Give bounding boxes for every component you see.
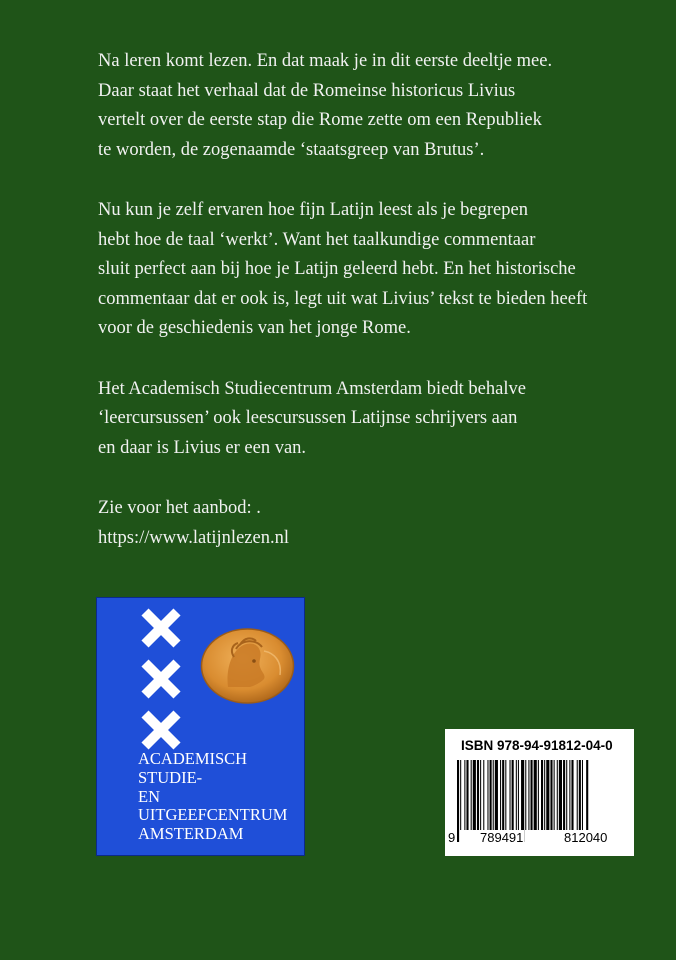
barcode-bar xyxy=(546,760,549,830)
barcode-bar xyxy=(577,760,578,830)
barcode-bar xyxy=(500,760,501,830)
barcode-bar xyxy=(544,760,545,830)
barcode-bar xyxy=(579,760,581,830)
barcode-first-digit: 9 xyxy=(448,830,456,845)
blurb-line: ‘leercursussen’ ook leescursussen Latijnse schrijvers aan xyxy=(98,408,518,428)
barcode-bar xyxy=(554,760,555,830)
blurb-line: te worden, de zogenaamde ‘staatsgreep van Brutus’. xyxy=(98,139,485,160)
barcode-bar xyxy=(528,760,529,830)
publisher-name-line: AMSTERDAM xyxy=(138,824,244,844)
barcode-bar xyxy=(516,760,517,830)
barcode-bar xyxy=(466,760,468,830)
barcode-bar xyxy=(480,760,481,830)
publisher-name-line: ACADEMISCH xyxy=(138,749,248,768)
barcode-bar xyxy=(493,760,494,830)
barcode-bar xyxy=(483,760,484,830)
barcode-bar xyxy=(541,760,543,830)
publisher-name-line: EN xyxy=(138,786,160,806)
barcode-bar xyxy=(460,760,461,830)
blurb-line: Na leren komt lezen. En dat maak je in dit eerste deeltje mee. xyxy=(98,51,553,71)
barcode-bar xyxy=(557,760,558,830)
barcode-bar xyxy=(495,760,498,830)
blurb-line: voor de geschiedenis van het jonge Rome. xyxy=(98,318,411,338)
blurb-paragraph-3 xyxy=(98,375,658,464)
blurb-line: Het Academisch Studiecentrum Amsterdam biedt behalve xyxy=(98,378,526,399)
barcode-bar xyxy=(550,760,552,830)
barcode-bar xyxy=(582,760,583,830)
barcode-bar xyxy=(487,760,488,830)
barcode-bar xyxy=(531,760,533,830)
barcode-bar xyxy=(512,760,514,830)
publisher-logo xyxy=(96,597,305,856)
isbn-barcode xyxy=(445,729,634,856)
blurb-line: Daar staat het verhaal dat de Romeinse historicus Livius xyxy=(98,80,516,101)
blurb-line: Nu kun je zelf ervaren hoe fijn Latijn leest als je begrepen xyxy=(98,200,528,220)
blurb-line: hebt hoe de taal ‘werkt’. Want het taalkundige commentaar xyxy=(98,229,536,250)
publisher-name-line: STUDIE- xyxy=(138,767,203,787)
barcode-bar xyxy=(538,760,539,830)
blurb-paragraph-4 xyxy=(98,494,658,553)
barcode-left-digits: 789491 xyxy=(480,830,524,845)
barcode-bar xyxy=(490,760,492,830)
barcode-bar xyxy=(571,760,573,830)
barcode-bar xyxy=(464,760,465,830)
barcode-bar xyxy=(510,760,511,830)
publisher-name-line: UITGEEFCENTRUM xyxy=(138,805,288,825)
barcode-bar xyxy=(477,760,479,830)
barcode-bar xyxy=(473,760,476,830)
cross-icon xyxy=(139,608,183,648)
barcode-bar xyxy=(518,760,519,830)
barcode-bar xyxy=(525,760,526,830)
blurb-line: en daar is Livius er een van. xyxy=(98,437,307,458)
barcode-bar xyxy=(566,760,567,830)
website-url: https://www.latijnlezen.nl xyxy=(98,527,289,548)
cross-icon xyxy=(139,659,183,699)
publisher-name xyxy=(138,750,287,844)
blurb-paragraph-2 xyxy=(98,196,658,344)
cross-icon xyxy=(139,710,183,750)
blurb-paragraph-1 xyxy=(98,47,658,165)
coin-portrait-image xyxy=(200,627,295,705)
blurb-line: sluit perfect aan bij hoe je Latijn geleerd hebt. En het historische xyxy=(98,259,576,279)
barcode-bar xyxy=(559,760,562,830)
blurb-line: commentaar dat er ook is, legt uit wat Livius’ tekst te bieden heeft xyxy=(98,288,588,309)
barcode-bar xyxy=(505,760,506,830)
barcode-bar xyxy=(471,760,472,830)
isbn-number: ISBN 978-94-91812-04-0 xyxy=(461,738,613,753)
barcode-bar xyxy=(534,760,537,830)
blurb-text xyxy=(98,47,658,584)
blurb-line: vertelt over de eerste stap die Rome zette om een Republiek xyxy=(98,110,542,130)
andreas-crosses xyxy=(139,608,183,761)
blurb-line: Zie voor het aanbod: . xyxy=(98,498,261,518)
barcode-bar xyxy=(502,760,504,830)
barcode-right-digits: 812040 xyxy=(564,830,608,845)
barcode-bar xyxy=(563,760,565,830)
barcode-bar xyxy=(457,760,459,842)
barcode-bar xyxy=(569,760,570,830)
